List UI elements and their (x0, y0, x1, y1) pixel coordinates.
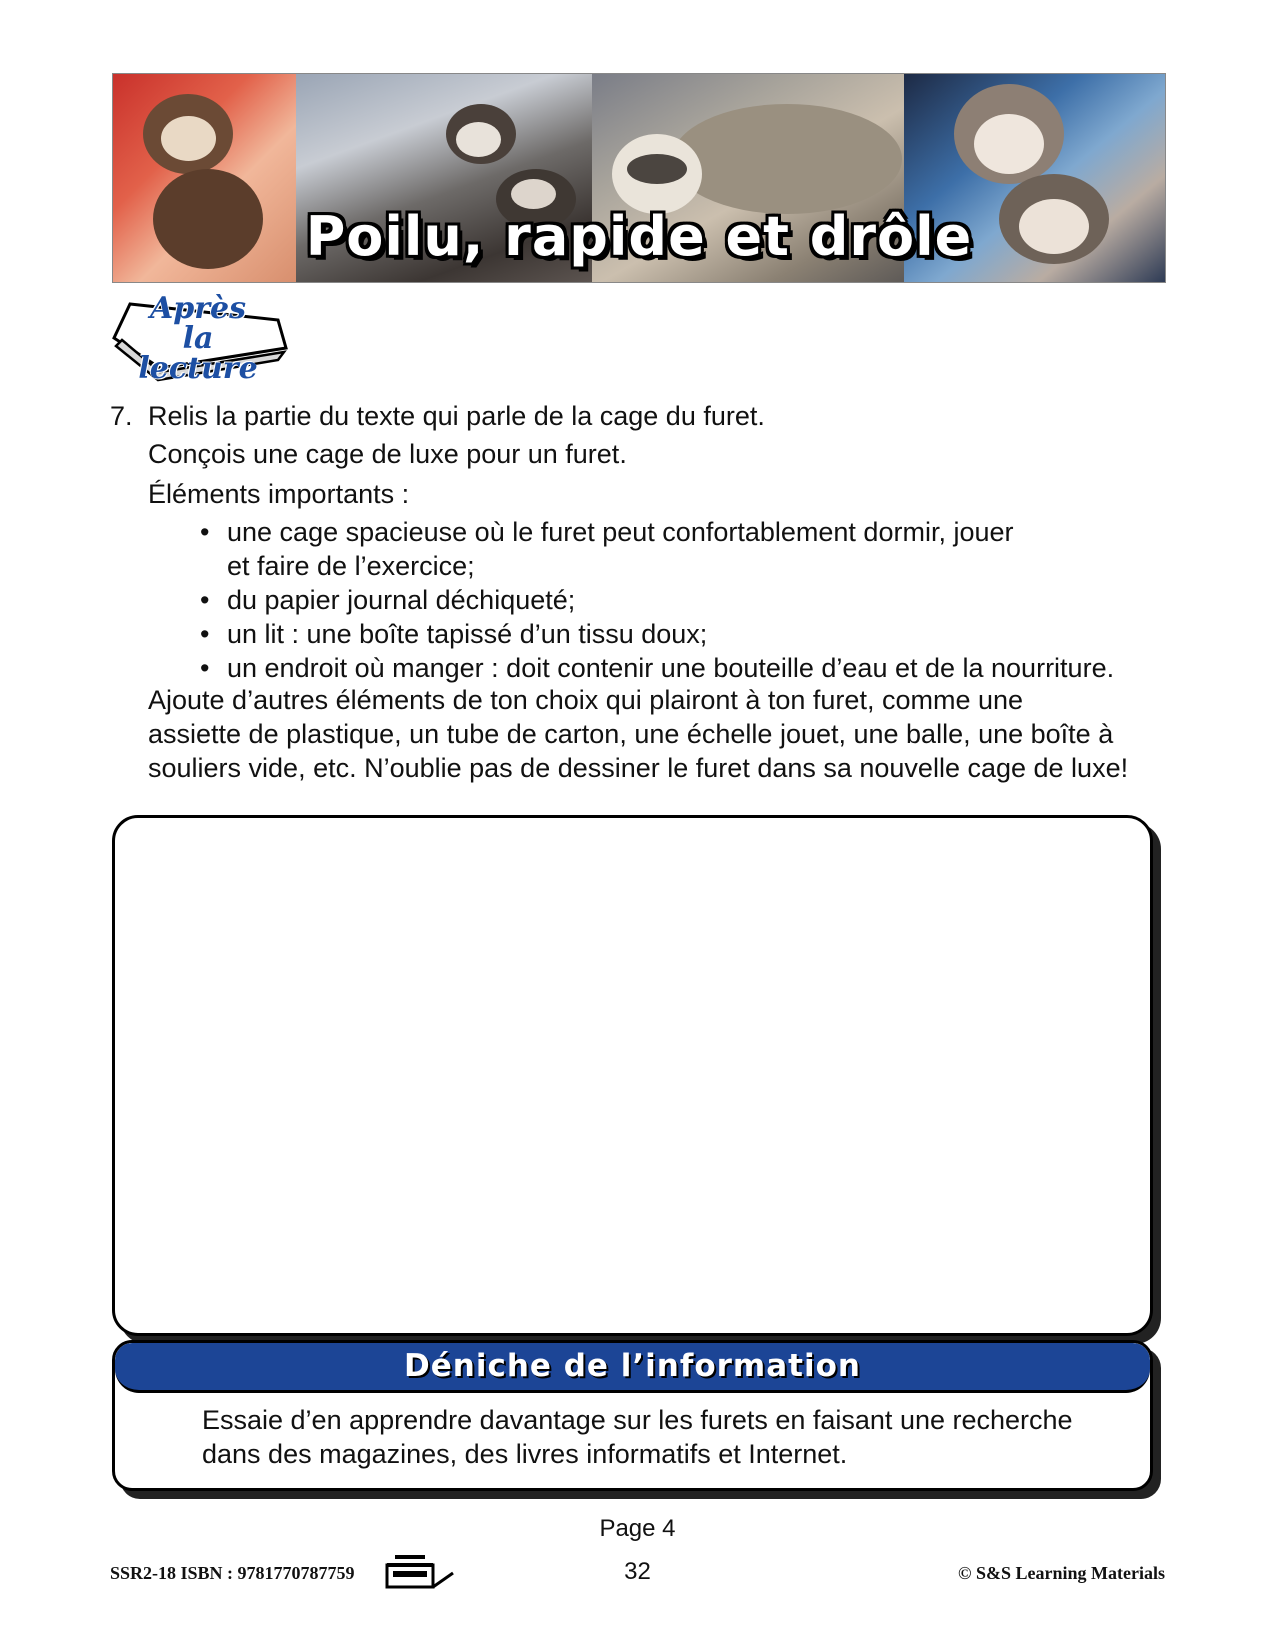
question-intro-line: Éléments importants : (148, 479, 410, 509)
list-item: • du papier journal déchiqueté; (200, 583, 1160, 617)
footer-copyright: © S&S Learning Materials (958, 1563, 1165, 1583)
closing-line: souliers vide, etc. N’oublie pas de dessiner le furet dans sa nouvelle cage de luxe! (148, 753, 1129, 783)
page-label: Page 4 (599, 1515, 676, 1542)
closing-line: Ajoute d’autres éléments de ton choix qui plairont à ton furet, comme une (148, 685, 1024, 715)
list-item: • un lit : une boîte tapissé d’un tissu doux; (200, 617, 1160, 651)
question-intro-line: Conçois une cage de luxe pour un furet. (148, 439, 627, 469)
info-line: Essaie d’en apprendre davantage sur les furets en faisant une recherche (202, 1405, 1073, 1435)
drawing-area[interactable] (112, 815, 1153, 1336)
closing-line: assiette de plastique, un tube de carton, une échelle jouet, une balle, une boîte à (148, 719, 1114, 749)
badge-line-2: la lecture (138, 321, 258, 386)
after-reading-badge (108, 290, 288, 386)
important-items-list (200, 515, 1160, 685)
banner-title: Poilu, rapide et drôle (305, 205, 973, 268)
header-banner (112, 73, 1166, 283)
info-line: dans des magazines, des livres informatifs et Internet. (202, 1439, 848, 1469)
badge-line-1: Après (149, 291, 247, 326)
info-title: Déniche de l’information (404, 1348, 861, 1384)
page-number: 32 (624, 1558, 651, 1585)
question-number: 7. (110, 401, 133, 431)
list-item: • un endroit où manger : doit contenir une bouteille d’eau et de la nourriture. (200, 651, 1160, 685)
info-body (202, 1403, 1122, 1471)
question-intro-line: Relis la partie du texte qui parle de la cage du furet. (148, 401, 765, 431)
list-item: • une cage spacieuse où le furet peut confortablement dormir, jouer et faire de l’exercice; (200, 515, 1027, 583)
footer-isbn: SSR2-18 ISBN : 9781770787759 (110, 1563, 355, 1583)
info-header (115, 1343, 1150, 1393)
info-box (112, 1340, 1153, 1491)
